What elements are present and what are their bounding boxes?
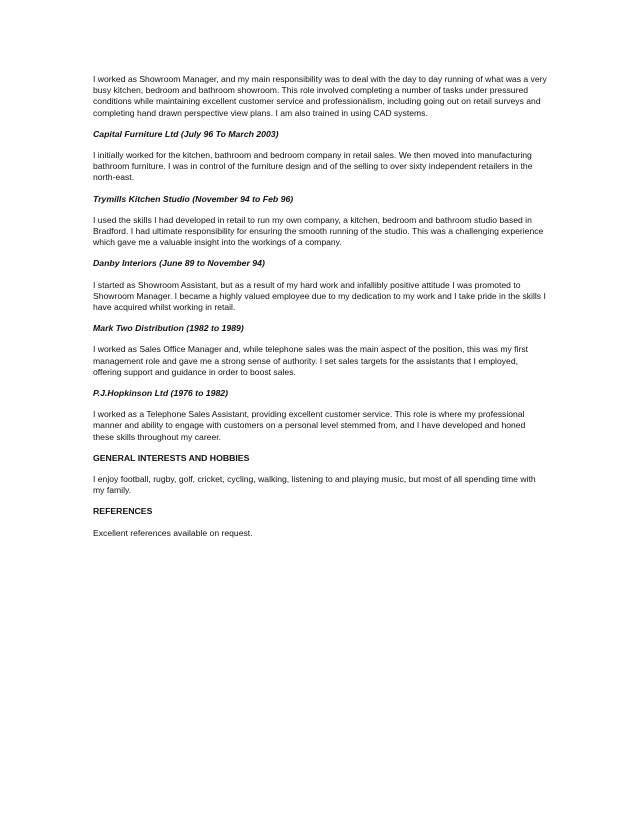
job-description-mark-two: I worked as Sales Office Manager and, while telephone sales was the main aspect of the position, this was my first management role and gave me a strong sense of authority. I set sales targets for the assistants that I employed, offering support and guidance in order to boost sales. [93, 344, 528, 377]
interests-heading: GENERAL INTERESTS AND HOBBIES [93, 452, 250, 463]
job-description-danby: I started as Showroom Assistant, but as a result of my hard work and infallibly positive attitude I was promoted to Showroom Manager. I became a highly valued employee due to my dedication to my work and I take pride in the skills I have acquired whilst working in retail. [93, 279, 546, 313]
job-heading-trymills: Trymills Kitchen Studio (November 94 to Feb 96) [93, 193, 294, 204]
job-heading-pj-hopkinson: P.J.Hopkinson Ltd (1976 to 1982) [93, 388, 229, 399]
job-heading-capital-furniture: Capital Furniture Ltd (July 96 To March 2003) [93, 128, 279, 139]
cv-page [93, 74, 548, 539]
job-description-capital-furniture: I initially worked for the kitchen, bathroom and bedroom company in retail sales. We then moved into manufacturing bathroom furniture. I was in control of the furniture design and of the selling to over sixty independent retailers in the north-east. [93, 150, 533, 183]
job-heading-mark-two: Mark Two Distribution (1982 to 1989) [93, 323, 244, 334]
references-paragraph: Excellent references available on request. [93, 527, 253, 538]
job-description-pj-hopkinson: I worked as a Telephone Sales Assistant, providing excellent customer service. This role is where my professional manner and ability to engage with customers on a personal level stemmed from, and I have developed and honed these skills throughout my career. [93, 409, 526, 442]
references-heading: REFERENCES [93, 506, 153, 517]
job-description-trymills: I used the skills I had developed in retail to run my own company, a kitchen, bedroom and bathroom studio based in Bradford. I had ultimate responsibility for ensuring the smooth running of the studio. This was a challenging experience which gave me a valuable insight into the workings of a company. [93, 214, 544, 248]
intro-paragraph: I worked as Showroom Manager, and my main responsibility was to deal with the day to day running of what was a very busy kitchen, bedroom and bathroom showroom. This role involved completing a number of tasks under pressured conditions while maintaining excellent customer service and professionalism, including going out on retail surveys and completing hand drawn perspective view plans. I am also trained in using CAD systems. [93, 74, 547, 118]
job-heading-danby: Danby Interiors (June 89 to November 94) [93, 258, 265, 269]
interests-paragraph: I enjoy football, rugby, golf, cricket, cycling, walking, listening to and playing music, but most of all spending time with my family. [93, 474, 536, 496]
